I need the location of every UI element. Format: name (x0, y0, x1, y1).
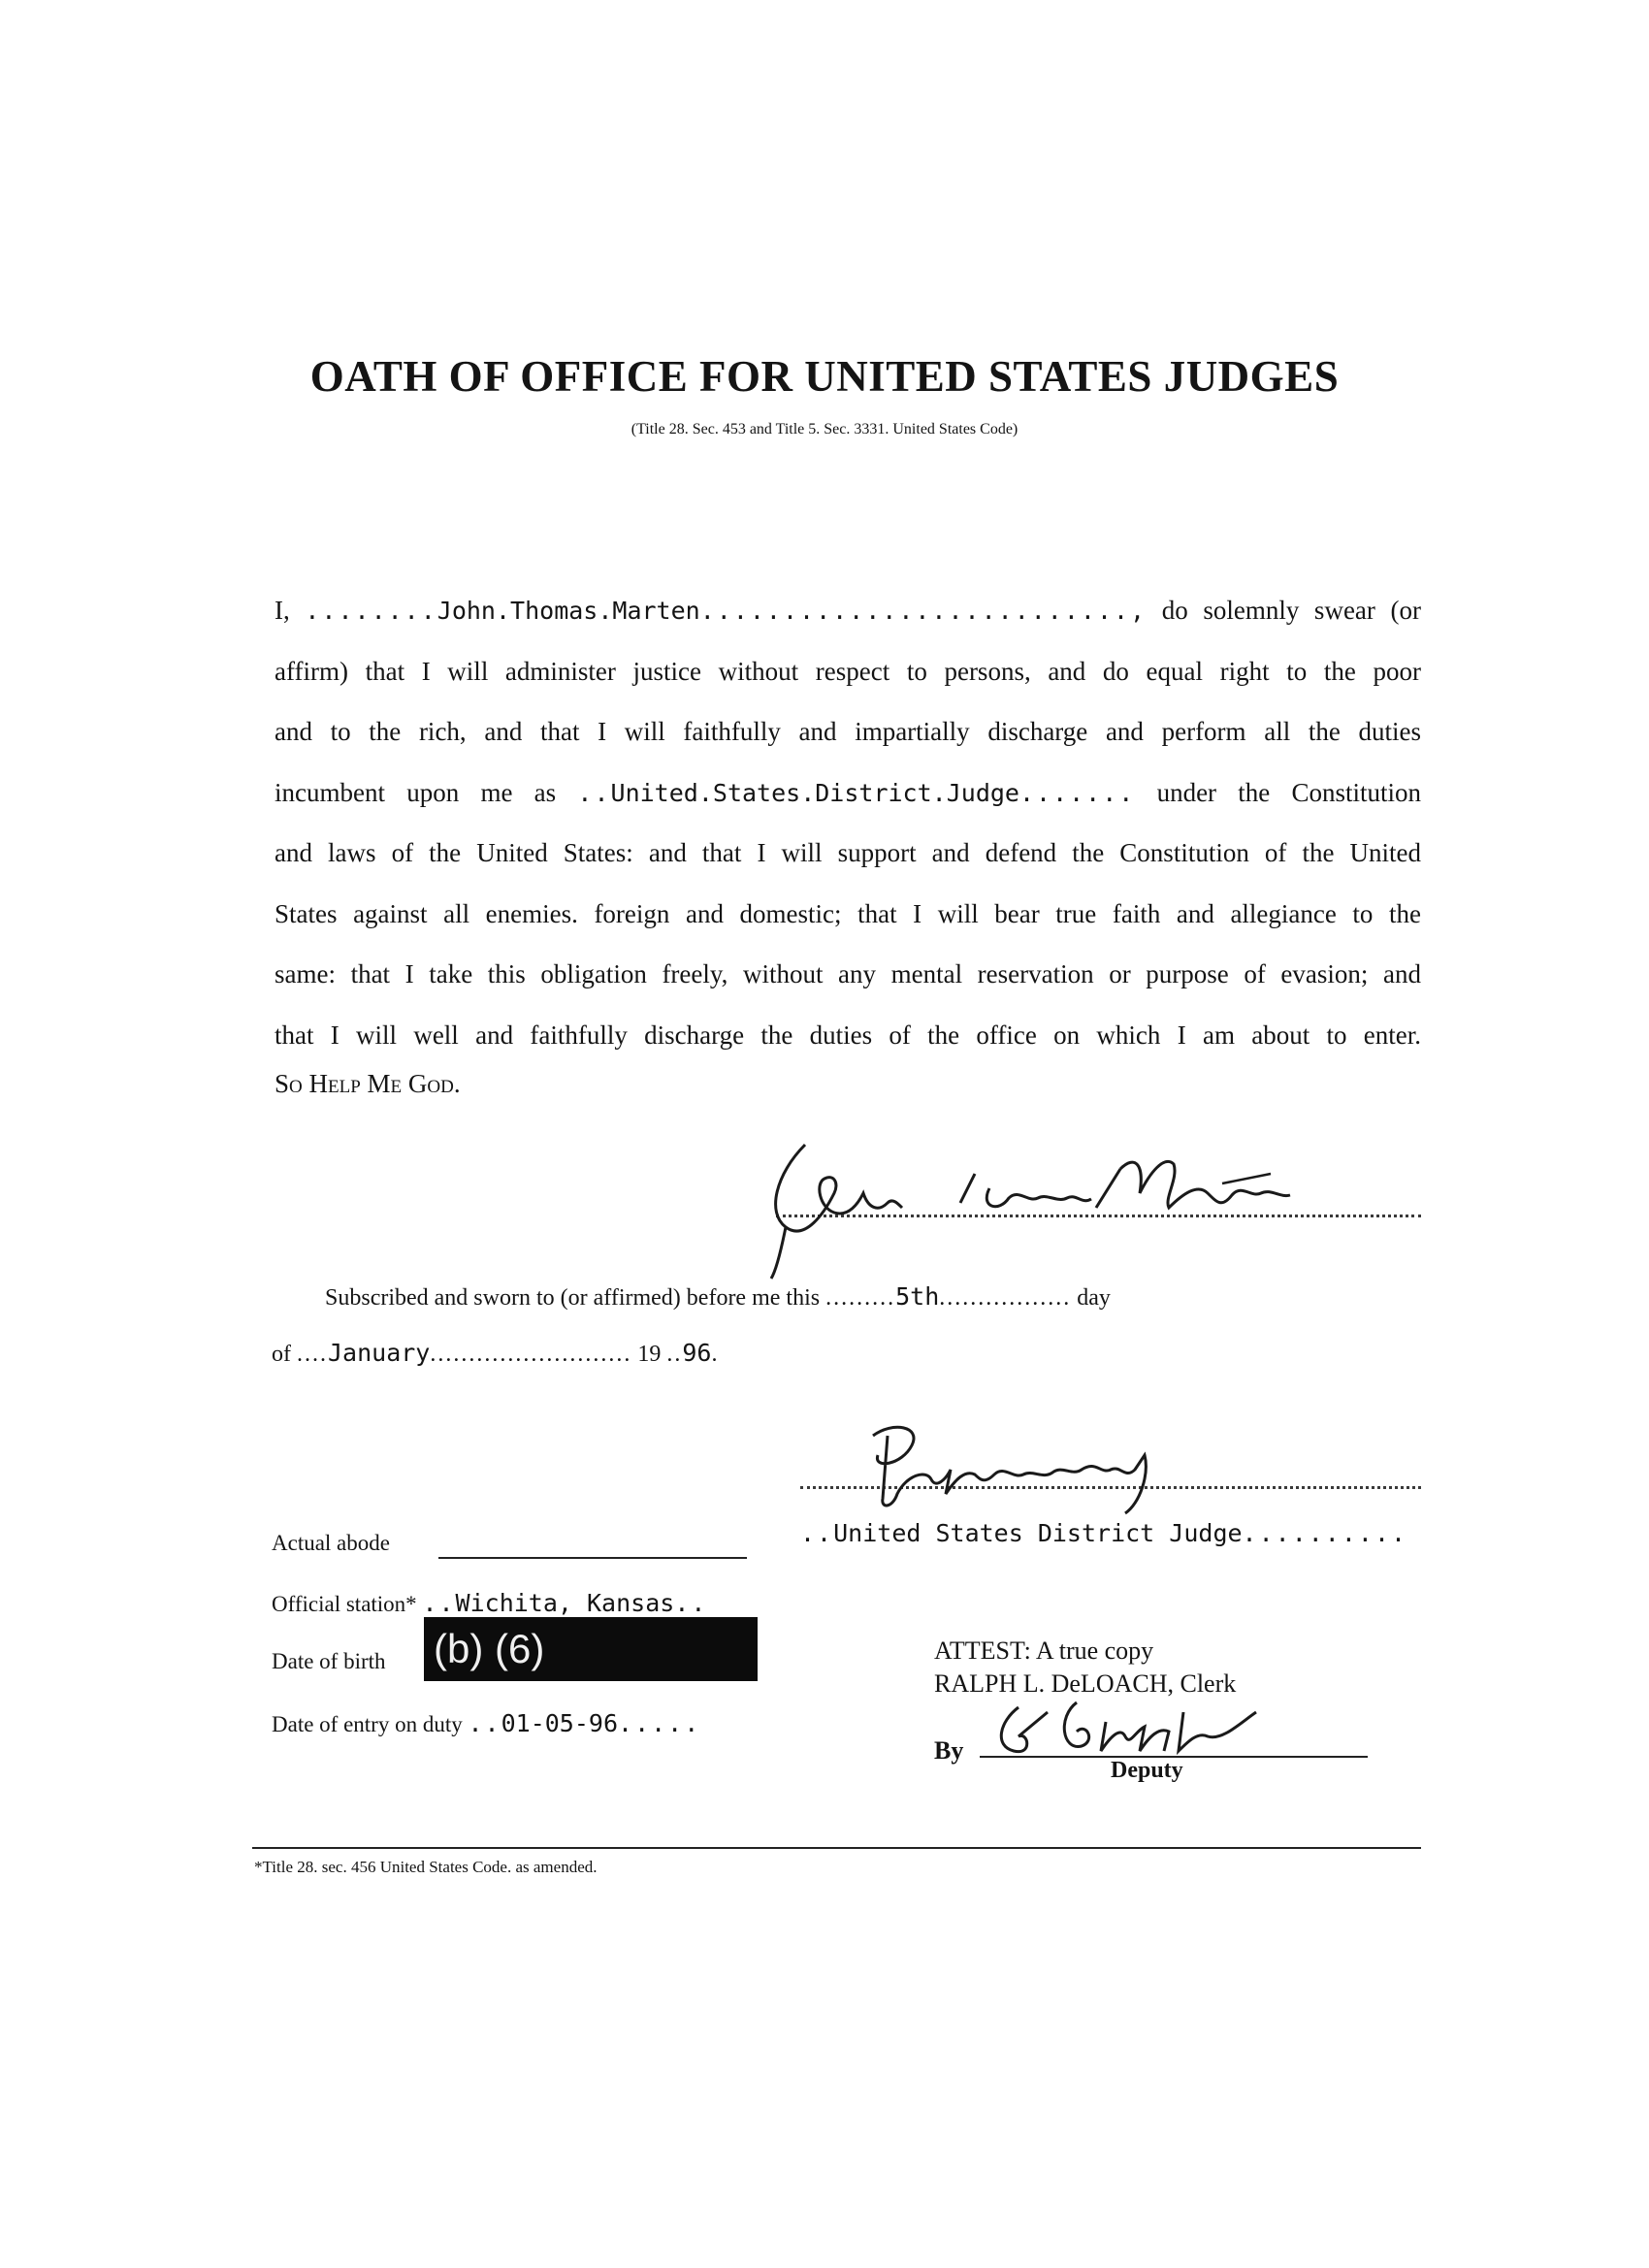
footnote: *Title 28. sec. 456 United States Code. as amended. (254, 1858, 598, 1876)
official-station-row (272, 1589, 707, 1617)
actual-abode-row (272, 1531, 390, 1556)
oath-incumbent-text: incumbent upon me as (275, 777, 557, 807)
attest-line-1: ATTEST: A true copy (934, 1636, 1154, 1665)
document-subtitle: (Title 28. Sec. 453 and Title 5. Sec. 3331. United States Code) (630, 421, 1018, 437)
position-title: United.States.District.Judge (610, 778, 1019, 807)
date-of-entry-value: 01-05-96 (501, 1709, 619, 1737)
leader-dots: .. (577, 778, 611, 807)
judge-name: John.Thomas.Marten (436, 597, 700, 625)
oath-line-8: that I will well and faithfully discharge the duties of the office on which I am about to enter. (275, 1020, 1421, 1050)
leader-dots: .......... (1242, 1519, 1408, 1547)
attest-line-2: RALPH L. DeLOACH, Clerk (934, 1669, 1237, 1698)
judge-signature (766, 1135, 1406, 1280)
leader-dots: .... (297, 1342, 328, 1367)
subscribed-text: Subscribed and sworn to (or affirmed) before me this (325, 1285, 821, 1311)
oath-line-4 (275, 762, 1421, 824)
date-of-entry-label: Date of entry on duty (272, 1712, 463, 1736)
day-label: day (1077, 1285, 1111, 1311)
leader-dots: ......... (825, 1285, 896, 1311)
oath-line-3: and to the rich, and that I will faithfully and impartially discharge and perform all the duties (275, 717, 1421, 746)
actual-abode-line (438, 1557, 747, 1559)
date-of-entry-row (272, 1709, 700, 1737)
attest-stamp (934, 1635, 1236, 1701)
leader-dots: .. (666, 1342, 683, 1367)
official-station-label: Official station* (272, 1592, 417, 1616)
leader-dots: .. (422, 1589, 456, 1617)
subscribed-line (325, 1282, 1111, 1312)
official-station-value: Wichita, Kansas (455, 1589, 675, 1617)
year-value: 96 (682, 1339, 712, 1367)
oath-line-6: States against all enemies. foreign and domestic; that I will bear true faith and allegiance to the (275, 898, 1421, 928)
oath-line-1 (275, 580, 1421, 641)
official-title: United States District Judge (833, 1519, 1243, 1547)
leader-dots: .. (468, 1709, 501, 1737)
leader-dots: ................. (939, 1285, 1072, 1311)
leader-dots: ....... (1018, 778, 1136, 807)
year-prefix: 19 (637, 1342, 662, 1367)
oath-line-2: affirm) that I will administer justice without respect to persons, and do equal right to the poor (275, 656, 1421, 686)
attest-deputy-label: Deputy (1111, 1758, 1183, 1783)
oath-closing: So Help Me God. (275, 1069, 461, 1098)
month-value: January (328, 1339, 431, 1367)
actual-abode-label: Actual abode (272, 1531, 390, 1555)
attest-by-label: By (934, 1736, 964, 1765)
leader-dots: ..... (618, 1709, 701, 1737)
official-signature (854, 1416, 1222, 1523)
leader-dots: ........ (305, 597, 437, 625)
leader-dots: .......................... (430, 1342, 632, 1367)
leader-dots: .. (800, 1519, 834, 1547)
leader-dots: .........................., (699, 597, 1148, 625)
oath-prefix: I, (275, 596, 290, 625)
oath-text (275, 580, 1421, 1065)
document-title: OATH OF OFFICE FOR UNITED STATES JUDGES (309, 352, 1340, 401)
oath-constitution-text: under the Constitution (1156, 777, 1422, 807)
oath-line-5: and laws of the United States: and that I will support and defend the Constitution of the United (275, 838, 1421, 867)
official-title-line (800, 1519, 1407, 1547)
oath-line-7: same: that I take this obligation freely, without any mental reservation or purpose of evasion; and (275, 959, 1421, 988)
day-value: 5th (895, 1282, 940, 1311)
date-of-birth-row (272, 1649, 386, 1674)
leader-dots: .. (674, 1589, 708, 1617)
redaction-box: (b) (6) (424, 1617, 758, 1681)
date-of-birth-label: Date of birth (272, 1649, 386, 1673)
oath-swear-text: do solemnly swear (or (1161, 596, 1421, 625)
footnote-rule (252, 1847, 1421, 1849)
of-label: of (272, 1342, 291, 1367)
month-year-line (272, 1339, 717, 1368)
leader-dots: . (711, 1342, 718, 1367)
